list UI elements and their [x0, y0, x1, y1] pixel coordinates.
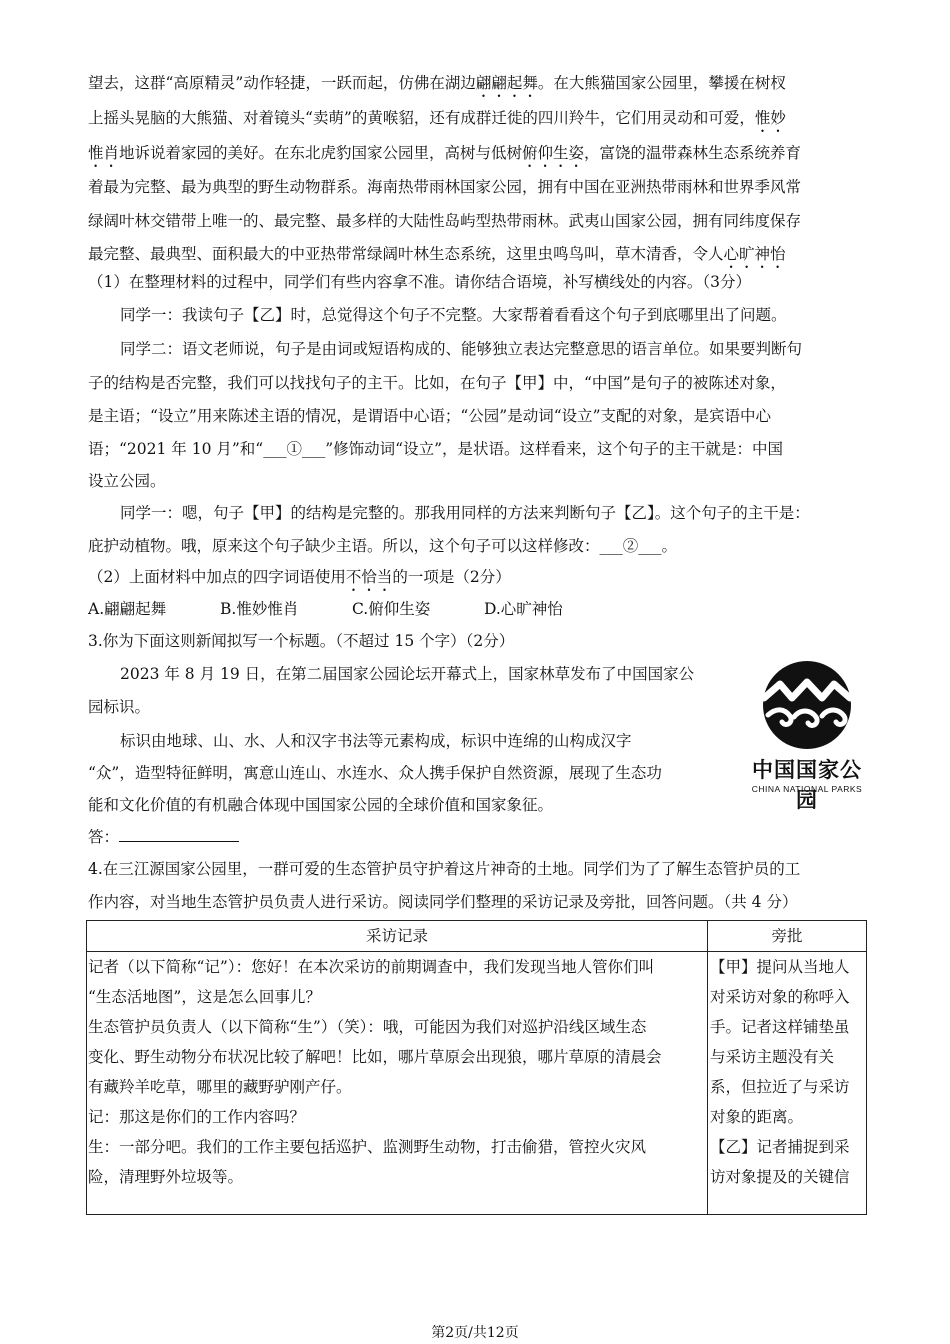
record-line: 有藏羚羊吃草，哪里的藏野驴刚产仔。	[88, 1078, 352, 1096]
q3-news-line-1: 2023 年 8 月 19 日，在第二届国家公园论坛开幕式上，国家林草发布了中国国家公	[120, 665, 695, 683]
q2-option-a: A.翩翩起舞	[88, 600, 167, 618]
answer-label: 答：	[88, 828, 120, 846]
annotation-line: 访对象提及的关键信	[710, 1168, 850, 1186]
annotation-line: 与采访主题没有关	[710, 1048, 835, 1066]
q1-student1-line-1: 同学一：嗯，句子【甲】的结构是完整的。那我用同样的方法来判断句子【乙】。这个句子的主干是：	[120, 504, 810, 522]
record-line: “生态活地图”，这是怎么回事儿？	[88, 988, 321, 1006]
q2-options	[88, 599, 868, 619]
record-line: 生：一部分吧。我们的工作主要包括巡护、监测野生动物，打击偷猎，管控火灾风	[88, 1138, 647, 1156]
dotted-word: 惟肖	[88, 144, 120, 162]
annotation-line: 对采访对象的称呼入	[710, 988, 850, 1006]
interview-table	[86, 920, 867, 1215]
q1-student2-line-3: 是主语；“设立”用来陈述主语的情况，是谓语中心语；“公园”是动词“设立”支配的对象，是宾语中心	[88, 407, 772, 425]
record-line: 变化、野生动物分布状况比较了解吧！比如，哪片草原会出现狼，哪片草原的清晨会	[88, 1048, 662, 1066]
annotation-line: 手。记者这样铺垫虽	[710, 1018, 850, 1036]
record-line: 记：那这是你们的工作内容吗？	[88, 1108, 306, 1126]
q2-title: （2）上面材料中加点的四字词语使用不恰当的一项是（2分）	[88, 568, 511, 586]
page-number: 第2页/共12页	[431, 1325, 519, 1341]
table-header-record: 采访记录	[87, 921, 708, 952]
intro-line-2: 上摇头晃脑的大熊猫、对着镜头“卖萌”的黄喉貂，还有成群迁徙的四川羚牛，它们用灵动和可爱，惟妙	[88, 109, 786, 127]
q4-title-line-1: 4.在三江源国家公园里，一群可爱的生态管护员守护着这片神奇的土地。同学们为了了解生态管护员的工	[88, 860, 801, 878]
q3-news-line-3: 标识由地球、山、水、人和汉字书法等元素构成，标识中连绵的山构成汉字	[120, 732, 632, 750]
annotation-cell	[708, 952, 867, 1215]
record-line: 记者（以下简称“记”）：您好！在本次采访的前期调查中，我们发现当地人管你们叫	[88, 958, 655, 976]
dotted-word: 不恰当	[345, 568, 393, 586]
q2-option-c: C.俯仰生姿	[352, 600, 431, 618]
annotation-line: 【乙】记者捕捉到采	[710, 1138, 850, 1156]
dotted-word: 翩翩起舞	[475, 74, 538, 92]
dotted-word: 惟妙	[754, 109, 786, 127]
record-cell	[87, 952, 708, 1215]
annotation-line: 系，但拉近了与采访	[710, 1078, 850, 1096]
q3-answer-line	[88, 827, 868, 847]
q4-title-line-2: 作内容，对当地生态管护员负责人进行采访。阅读同学们整理的采访记录及旁批，回答问题。（共 4 分）	[88, 893, 798, 911]
q1-student2-line-4: 语；“2021 年 10 月”和“___①___”修饰动词“设立”，是状语。这样看来，这个句子的主干就是：中国	[88, 440, 783, 458]
q1-title: （1）在整理材料的过程中，同学们有些内容拿不准。请你结合语境，补写横线处的内容。（3分）	[88, 273, 751, 291]
answer-blank[interactable]	[119, 827, 239, 842]
intro-line-4: 着最为完整、最为典型的野生动物群系。海南热带雨林国家公园，拥有中国在亚洲热带雨林和世界季风常	[88, 178, 802, 196]
table-header-annotation: 旁批	[708, 921, 867, 952]
dotted-word: 俯仰生姿	[522, 144, 585, 162]
intro-line-3: 惟肖地诉说着家园的美好。在东北虎豹国家公园里，高树与低树俯仰生姿，富饶的温带森林生态系统养育	[88, 144, 802, 162]
q1-student2-line-1: 同学二：语文老师说，句子是由词或短语构成的、能够独立表达完整意思的语言单位。如果要判断句	[120, 340, 803, 358]
q2-option-d: D.心旷神怡	[484, 600, 563, 618]
annotation-line: 【甲】提问从当地人	[710, 958, 850, 976]
logo-mountain-icon	[742, 660, 872, 752]
q3-title: 3.你为下面这则新闻拟写一个标题。（不超过 15 个字）（2分）	[88, 632, 515, 650]
q3-news-line-2: 园标识。	[88, 698, 151, 716]
logo-text-en: CHINA NATIONAL PARKS	[751, 784, 863, 794]
q1-student2-line-2: 子的结构是否完整，我们可以找找句子的主干。比如，在句子【甲】中，“中国”是句子的被陈述对象，	[88, 374, 786, 392]
q2-option-b: B.惟妙惟肖	[220, 600, 299, 618]
record-line: 险，清理野外垃圾等。	[88, 1168, 244, 1186]
logo-text-cn: 中国国家公园	[752, 757, 862, 812]
q1-student1-line-2: 庇护动植物。哦，原来这个句子缺少主语。所以，这个句子可以这样修改：___②___。	[88, 537, 678, 555]
q1-student1-text: 同学一：我读句子【乙】时，总觉得这个句子不完整。大家帮着看看这个句子到底哪里出了问题。	[120, 306, 787, 324]
q3-news-line-4: “众”，造型特征鲜明，寓意山连山、水连水、众人携手保护自然资源，展现了生态功	[88, 764, 662, 782]
intro-line-6: 最完整、最典型、面积最大的中亚热带常绿阔叶林生态系统，这里虫鸣鸟叫，草木清香，令人心旷神怡	[88, 245, 786, 263]
q3-news-line-5: 能和文化价值的有机融合体现中国国家公园的全球价值和国家象征。	[88, 796, 554, 814]
annotation-line: 对象的距离。	[710, 1108, 804, 1126]
intro-line-5: 绿阔叶林交错带上唯一的、最完整、最多样的大陆性岛屿型热带雨林。武夷山国家公园，拥有同纬度保存	[88, 212, 802, 230]
intro-line-1: 望去，这群“高原精灵”动作轻捷，一跃而起，仿佛在湖边翩翩起舞。在大熊猫国家公园里，攀援在树杈	[88, 74, 786, 92]
record-line: 生态管护员负责人（以下简称“生”）（笑）：哦，可能因为我们对巡护沿线区域生态	[88, 1018, 647, 1036]
china-national-parks-logo	[742, 660, 872, 812]
q1-student2-line-5: 设立公园。	[88, 472, 166, 490]
dotted-word: 心旷神怡	[723, 245, 786, 263]
